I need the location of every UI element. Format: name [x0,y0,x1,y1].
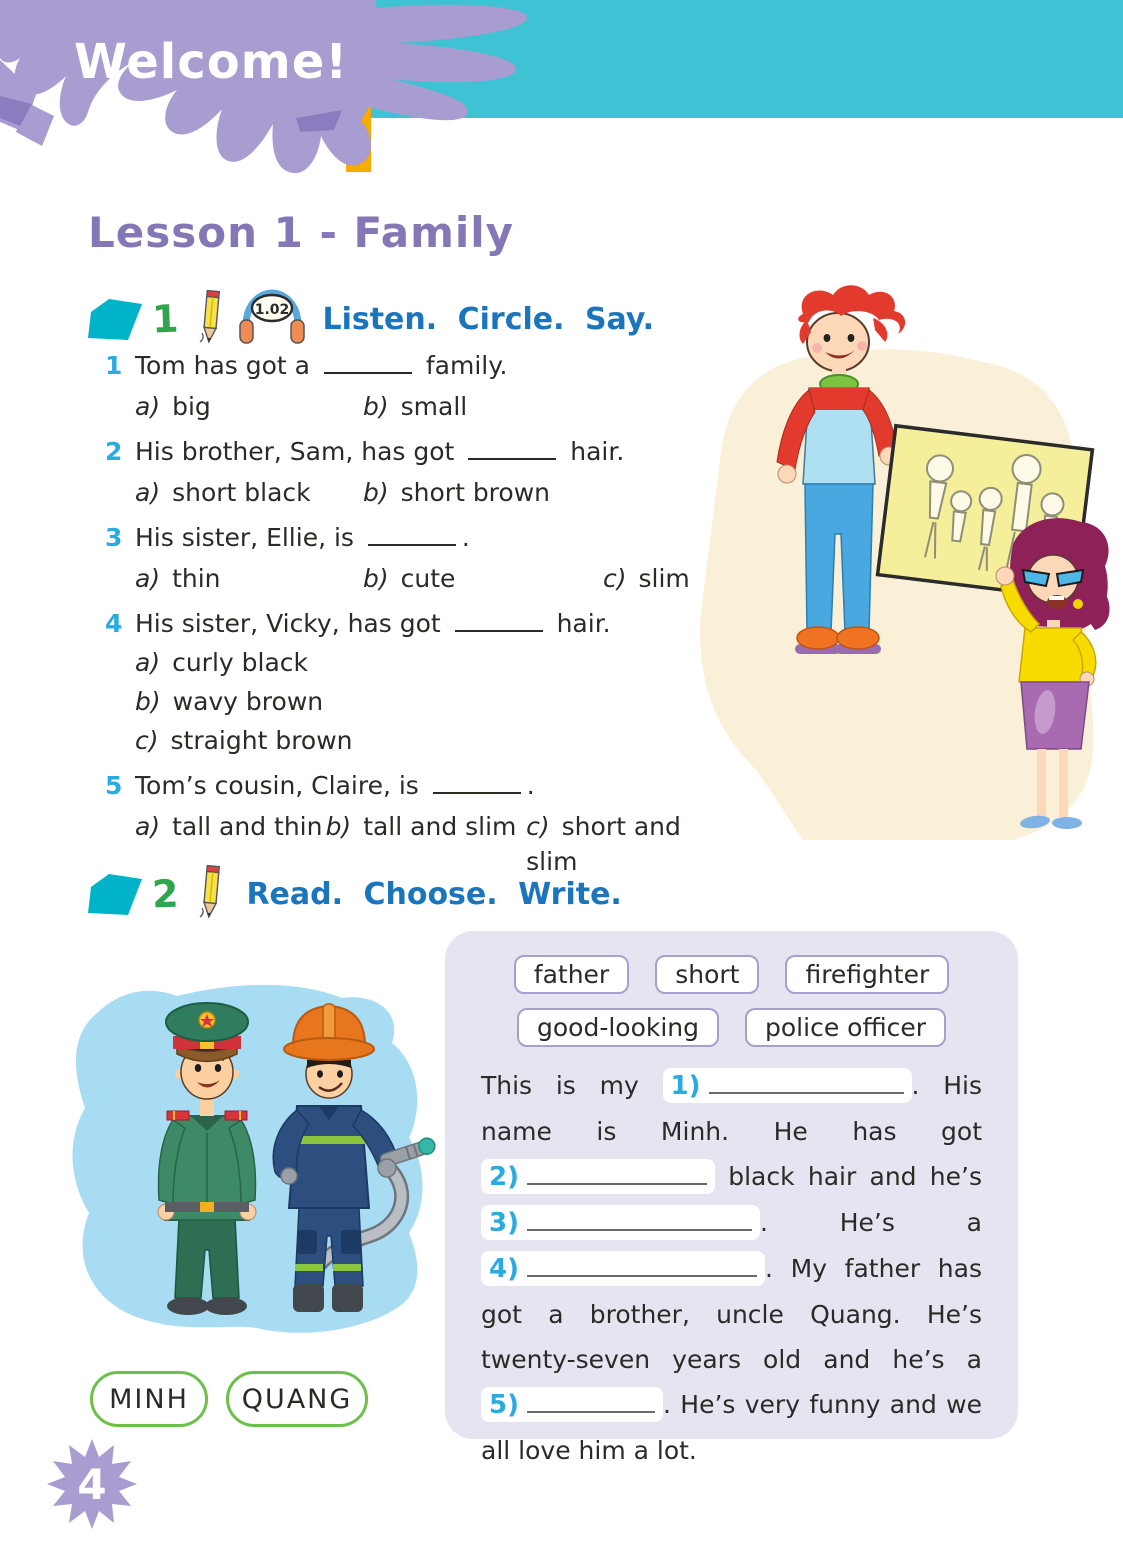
options [135,475,705,510]
option-label: a) [135,648,161,677]
question [105,768,705,879]
question-number: 1 [105,351,123,380]
paragraph-blank [481,1205,760,1240]
banner-art [0,0,1123,190]
family-picture-illustration [683,282,1123,851]
exercise2-title: Read. Choose. Write. [246,876,622,912]
page-number-splash [45,1437,140,1536]
blank-line [527,1163,707,1185]
paragraph-blank [481,1159,715,1194]
paragraph-blank [481,1251,765,1286]
word-chip: father [514,955,629,994]
option-label: a) [135,564,161,593]
word-chip: good-looking [517,1008,719,1047]
character-label: QUANG [226,1371,368,1427]
bookmark-icon [88,297,142,341]
option: b) wavy brown [135,687,324,716]
blank-line [527,1391,655,1413]
blank-line [527,1209,752,1231]
question-text: 3 His sister, Ellie, is . [105,520,705,555]
answer-blank [468,437,556,460]
exercise1-header [88,288,654,350]
blank-number: 3) [489,1208,519,1238]
word-chip: firefighter [785,955,949,994]
answer-blank [433,771,521,794]
question [105,348,705,424]
exercise2-header [88,864,622,924]
answer-blank [368,523,456,546]
option-label: b) [363,478,389,507]
question [105,434,705,510]
exercise2-panel [445,931,1018,1465]
question-text: 2 His brother, Sam, has got hair. [105,434,705,469]
exercise2-number: 2 [151,871,180,917]
bookmark-icon [88,872,142,916]
exercise2-paragraph: This is my 1) . His name is Minh. He has got 2) black hair and he’s 3) . He’s a 4) . My father has got a brother, uncle Quang. He’s twenty-seven years old and he’s a 5) . He’s very funny and we all love him a lot. [481,1063,982,1473]
option-label: b) [363,564,389,593]
headphones-icon [238,288,306,350]
option-label: c) [135,726,159,755]
options [135,389,705,424]
question [105,520,705,596]
option-label: b) [135,687,161,716]
question-text: 5 Tom’s cousin, Claire, is . [105,768,705,803]
option: b) tall and slim [325,812,517,841]
options [135,561,705,596]
option: a) thin [135,564,221,593]
option: b) small [363,392,468,421]
option: c) slim [603,564,690,593]
top-banner [0,0,1123,190]
welcome-title: Welcome! [74,34,349,90]
word-chip: short [655,955,759,994]
audio-track-badge: 1.02 [255,302,290,318]
question-number: 4 [105,609,123,638]
option: a) big [135,392,211,421]
pencil-icon [198,864,224,924]
exercise1-title: Listen. Circle. Say. [322,301,655,337]
question-number: 5 [105,771,123,800]
option-label: b) [363,392,389,421]
option-label: c) [603,564,627,593]
blank-line [709,1072,904,1094]
question-number: 3 [105,523,123,552]
option: c) short and slim [526,812,681,876]
paragraph-blank [663,1068,912,1103]
option: b) short brown [363,478,551,507]
blank-number: 1) [670,1071,701,1101]
option-label: a) [135,812,161,841]
question [105,606,705,758]
option-label: a) [135,392,161,421]
option: a) short black [135,478,311,507]
option: b) cute [363,564,456,593]
paragraph-blank [481,1387,663,1422]
answer-blank [455,609,543,632]
exercise1-questions [105,348,705,889]
option: c) straight brown [135,726,353,755]
blank-number: 4) [489,1254,519,1284]
pencil-icon [198,289,224,349]
question-text: 4 His sister, Vicky, has got hair. [105,606,705,641]
option-label: c) [526,812,550,841]
blank-line [527,1255,757,1277]
page-number: 4 [77,1460,107,1509]
exercise1-number: 1 [151,296,180,342]
word-chip: police officer [745,1008,946,1047]
option-label: a) [135,478,161,507]
answer-blank [324,351,412,374]
blank-number: 2) [489,1162,519,1192]
minh-quang-illustration [57,968,442,1372]
question-text: 1 Tom has got a family. [105,348,705,383]
character-label: MINH [90,1371,208,1427]
lesson-title: Lesson 1 - Family [88,208,515,257]
option: a) curly black [135,648,308,677]
option-label: b) [325,812,352,841]
word-bank [445,931,1018,1047]
question-number: 2 [105,437,123,466]
blank-number: 5) [489,1390,519,1420]
options [135,645,705,758]
option: a) tall and thin [135,812,323,841]
